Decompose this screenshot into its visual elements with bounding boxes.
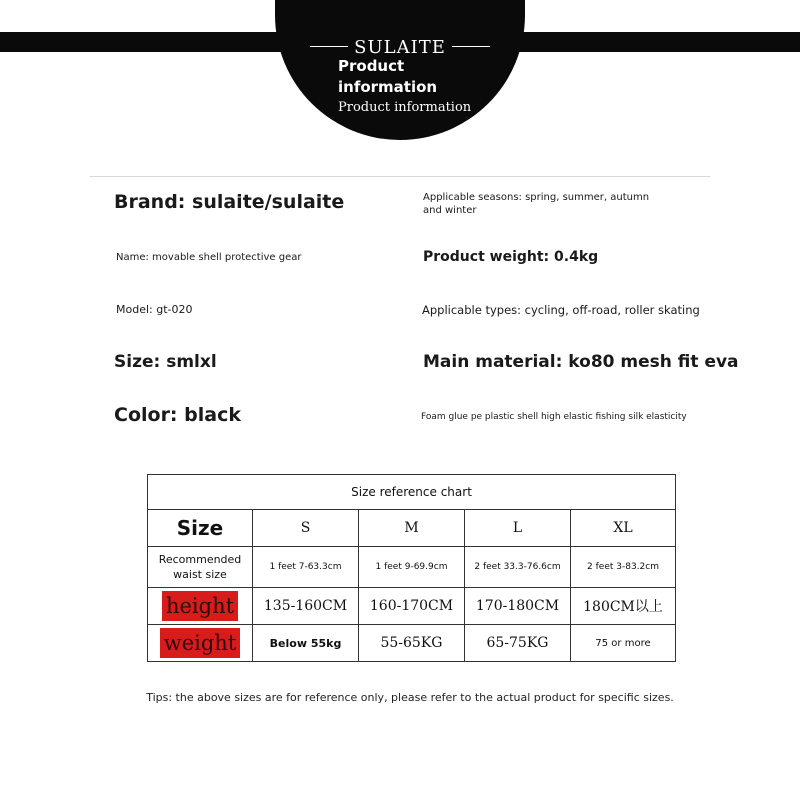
waist-s: 1 feet 7-63.3cm <box>253 547 359 588</box>
weight-label-cell <box>148 625 253 662</box>
divider <box>90 176 710 177</box>
size-l: L <box>465 510 571 547</box>
size-xl: XL <box>571 510 676 547</box>
spec-color: Color: black <box>114 404 241 426</box>
height-label: height <box>162 591 238 621</box>
spec-types: Applicable types: cycling, off-road, roller skating <box>422 303 700 317</box>
weight-l: 65-75KG <box>465 625 571 662</box>
brand-name: SULAITE <box>354 37 446 58</box>
table-row-height <box>148 588 676 625</box>
spec-brand: Brand: sulaite/sulaite <box>114 191 345 213</box>
tips-note: Tips: the above sizes are for reference only, please refer to the actual product for specific sizes. <box>146 691 674 704</box>
table-caption-row <box>148 475 676 510</box>
table-row-waist <box>148 547 676 588</box>
section-title: Product information <box>338 57 438 96</box>
spec-model: Model: gt-020 <box>116 303 193 316</box>
height-m: 160-170CM <box>359 588 465 625</box>
spec-material-detail: Foam glue pe plastic shell high elastic fishing silk elasticity <box>421 412 687 422</box>
spec-weight: Product weight: 0.4kg <box>423 249 599 265</box>
weight-label: weight <box>160 628 241 658</box>
spec-material: Main material: ko80 mesh fit eva <box>423 352 739 372</box>
weight-xl: 75 or more <box>571 625 676 662</box>
waist-label: Recommended waist size <box>148 547 253 588</box>
size-header: Size <box>148 510 253 547</box>
table-caption: Size reference chart <box>148 475 676 510</box>
spec-size: Size: smlxl <box>114 352 217 372</box>
height-s: 135-160CM <box>253 588 359 625</box>
section-subtitle: Product information <box>338 100 472 115</box>
waist-l: 2 feet 33.3-76.6cm <box>465 547 571 588</box>
table-header-row <box>148 510 676 547</box>
waist-xl: 2 feet 3-83.2cm <box>571 547 676 588</box>
height-l: 170-180CM <box>465 588 571 625</box>
size-reference-table <box>147 474 676 662</box>
weight-m: 55-65KG <box>359 625 465 662</box>
weight-s: Below 55kg <box>253 625 359 662</box>
size-s: S <box>253 510 359 547</box>
table-row-weight <box>148 625 676 662</box>
waist-m: 1 feet 9-69.9cm <box>359 547 465 588</box>
height-label-cell <box>148 588 253 625</box>
spec-name: Name: movable shell protective gear <box>116 252 302 263</box>
size-m: M <box>359 510 465 547</box>
height-xl: 180CM以上 <box>571 588 676 625</box>
spec-seasons: Applicable seasons: spring, summer, autumn and winter <box>423 192 650 216</box>
